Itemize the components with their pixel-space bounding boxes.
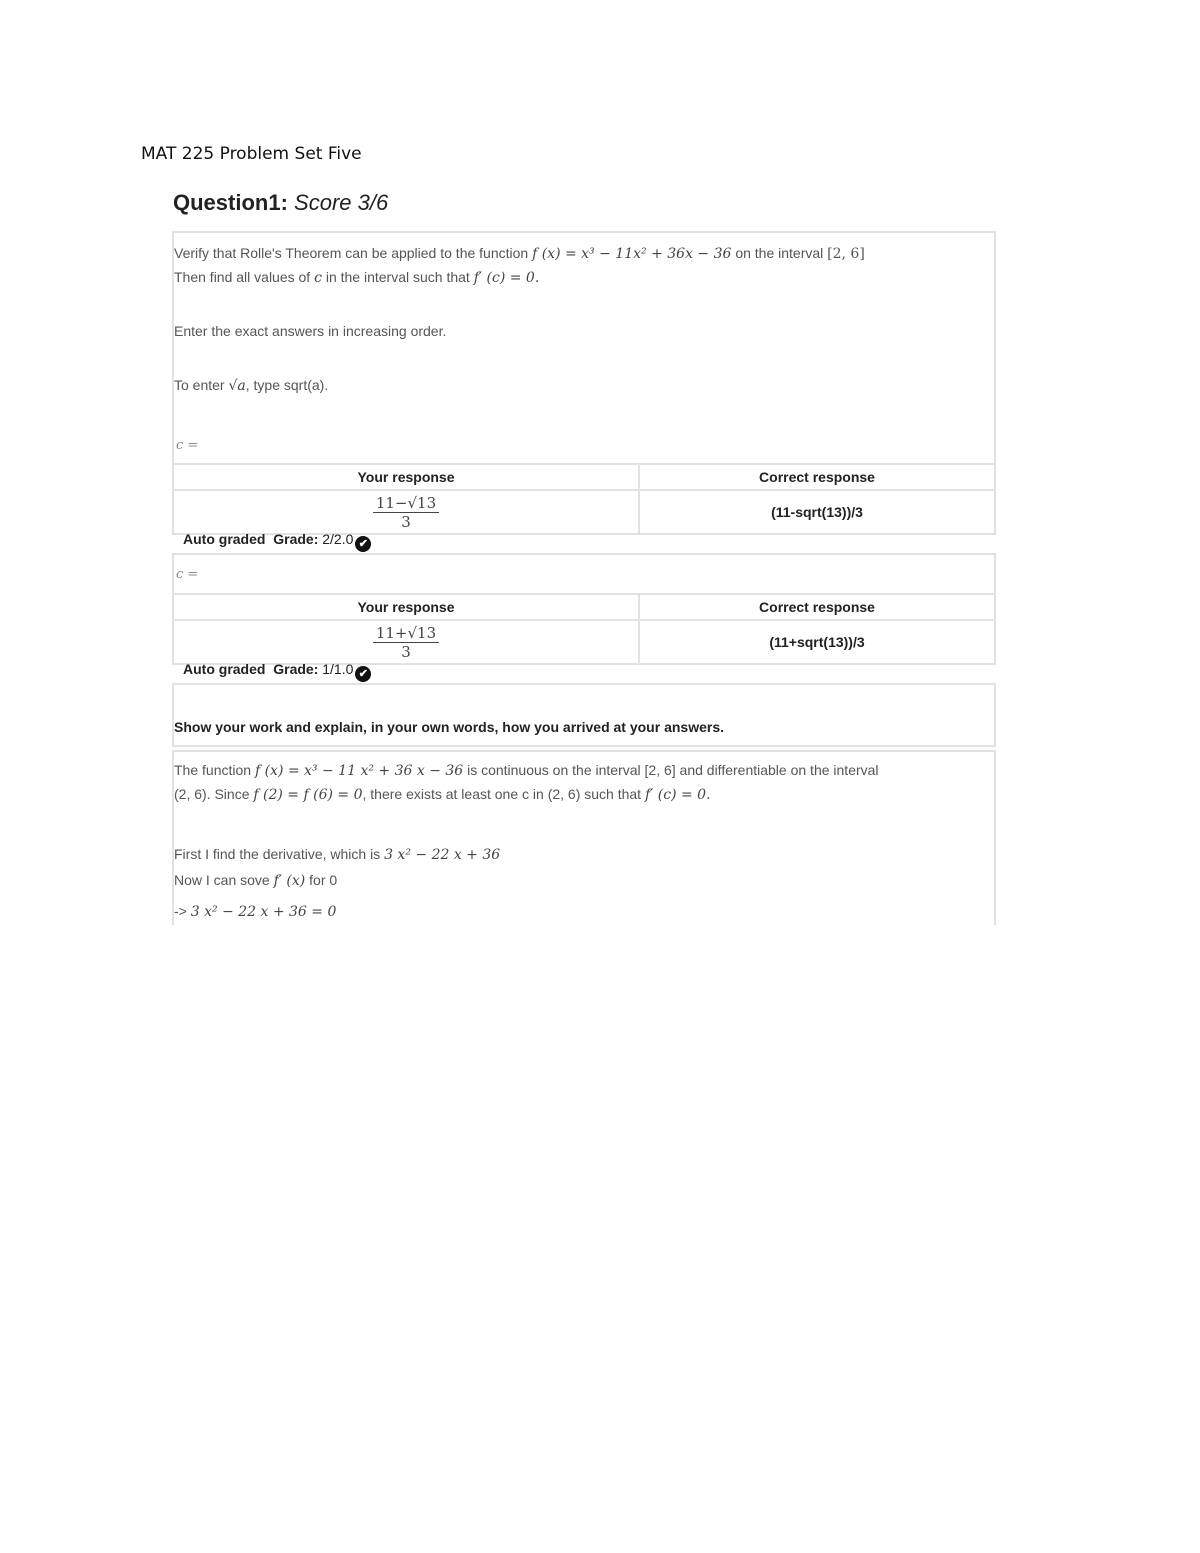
- work-text: (2, 6). Since: [174, 786, 250, 802]
- grade-line-1: [183, 531, 371, 552]
- fraction-denominator: 3: [401, 642, 411, 661]
- question-score: Score 3/6: [294, 190, 389, 215]
- work-line-3: [174, 846, 500, 863]
- your-response-cell: [173, 490, 639, 534]
- equation-expression: 3 x² − 22 x + 36 = 0: [190, 904, 337, 920]
- question-prompt-panel: [172, 231, 996, 465]
- prompt-line-2: [174, 269, 539, 286]
- auto-graded-label: Auto graded: [183, 531, 266, 547]
- condition-expression: f′ (c) = 0.: [644, 787, 711, 803]
- derivative-symbol: f′ (x): [273, 873, 306, 889]
- grade-label: Grade:: [273, 531, 319, 547]
- exact-instruction: Enter the exact answers in increasing order.: [174, 323, 447, 339]
- correct-response-cell: (11-sqrt(13))/3: [639, 490, 995, 534]
- work-text: , there exists at least one c in (2, 6) such that: [362, 786, 642, 802]
- sqrt-hint: [174, 377, 328, 394]
- your-response-fraction: [373, 494, 439, 531]
- prompt-line-1: [174, 245, 865, 262]
- prompt-text: Then find all values of: [174, 269, 311, 285]
- fraction-numerator: 11+√13: [373, 624, 439, 643]
- work-text: ->: [174, 903, 187, 919]
- function-expression: f (x) = x³ − 11 x² + 36 x − 36: [254, 763, 464, 779]
- interval-expression: [2, 6]: [827, 246, 865, 262]
- question-header: [173, 190, 388, 216]
- table-row: [173, 490, 995, 534]
- grade-label: Grade:: [273, 661, 319, 677]
- correct-response-header: Correct response: [639, 594, 995, 620]
- prompt-text: in the interval such that: [325, 269, 470, 285]
- grade-value: 1/1.0: [322, 661, 354, 677]
- work-prompt-panel: [172, 683, 996, 747]
- fraction-denominator: 3: [401, 512, 411, 531]
- c-equals-label: c =: [176, 438, 199, 453]
- correct-response-header: Correct response: [639, 464, 995, 490]
- sqrt-expression: √a: [228, 378, 246, 394]
- your-response-cell: [173, 620, 639, 664]
- work-text: for 0: [309, 872, 338, 888]
- your-response-fraction: [373, 624, 439, 661]
- your-response-header: Your response: [173, 594, 639, 620]
- work-text: is continuous on the interval [2, 6] and differentiable on the interval: [467, 762, 879, 778]
- work-text: First I find the derivative, which is: [174, 846, 381, 862]
- response-table-2: [172, 593, 996, 665]
- work-line-4: [174, 872, 337, 889]
- hint-text: To enter: [174, 377, 225, 393]
- work-line-5: [174, 903, 336, 920]
- prompt-text: Verify that Rolle's Theorem can be applied to the function: [174, 245, 529, 261]
- endpoint-expression: f (2) = f (6) = 0: [253, 787, 363, 803]
- answer-2-panel: [172, 553, 996, 595]
- work-answer-panel: [172, 750, 996, 925]
- document-title: MAT 225 Problem Set Five: [141, 144, 362, 164]
- table-header-row: [173, 594, 995, 620]
- work-text: The function: [174, 762, 252, 778]
- auto-graded-label: Auto graded: [183, 661, 266, 677]
- check-circle-icon: ✔: [355, 536, 371, 552]
- derivative-expression: 3 x² − 22 x + 36: [384, 847, 501, 863]
- table-row: [173, 620, 995, 664]
- your-response-header: Your response: [173, 464, 639, 490]
- table-header-row: [173, 464, 995, 490]
- condition-expression: f′ (c) = 0.: [473, 270, 540, 286]
- correct-response-cell: (11+sqrt(13))/3: [639, 620, 995, 664]
- check-circle-icon: ✔: [355, 666, 371, 682]
- function-expression: f (x) = x³ − 11x² + 36x − 36: [532, 246, 732, 262]
- work-line-1: [174, 762, 879, 779]
- grade-value: 2/2.0: [322, 531, 354, 547]
- question-label: Question1:: [173, 190, 288, 215]
- response-table-1: [172, 463, 996, 535]
- work-line-2: [174, 786, 711, 803]
- prompt-text-interval: on the interval: [735, 245, 824, 261]
- work-prompt: Show your work and explain, in your own words, how you arrived at your answers.: [174, 719, 724, 735]
- c-equals-label: c =: [176, 567, 199, 582]
- hint-text: , type sqrt(a).: [245, 377, 329, 393]
- fraction-numerator: 11−√13: [373, 494, 439, 513]
- grade-line-2: [183, 661, 371, 682]
- work-text: Now I can sove: [174, 872, 270, 888]
- c-variable: c: [314, 270, 322, 286]
